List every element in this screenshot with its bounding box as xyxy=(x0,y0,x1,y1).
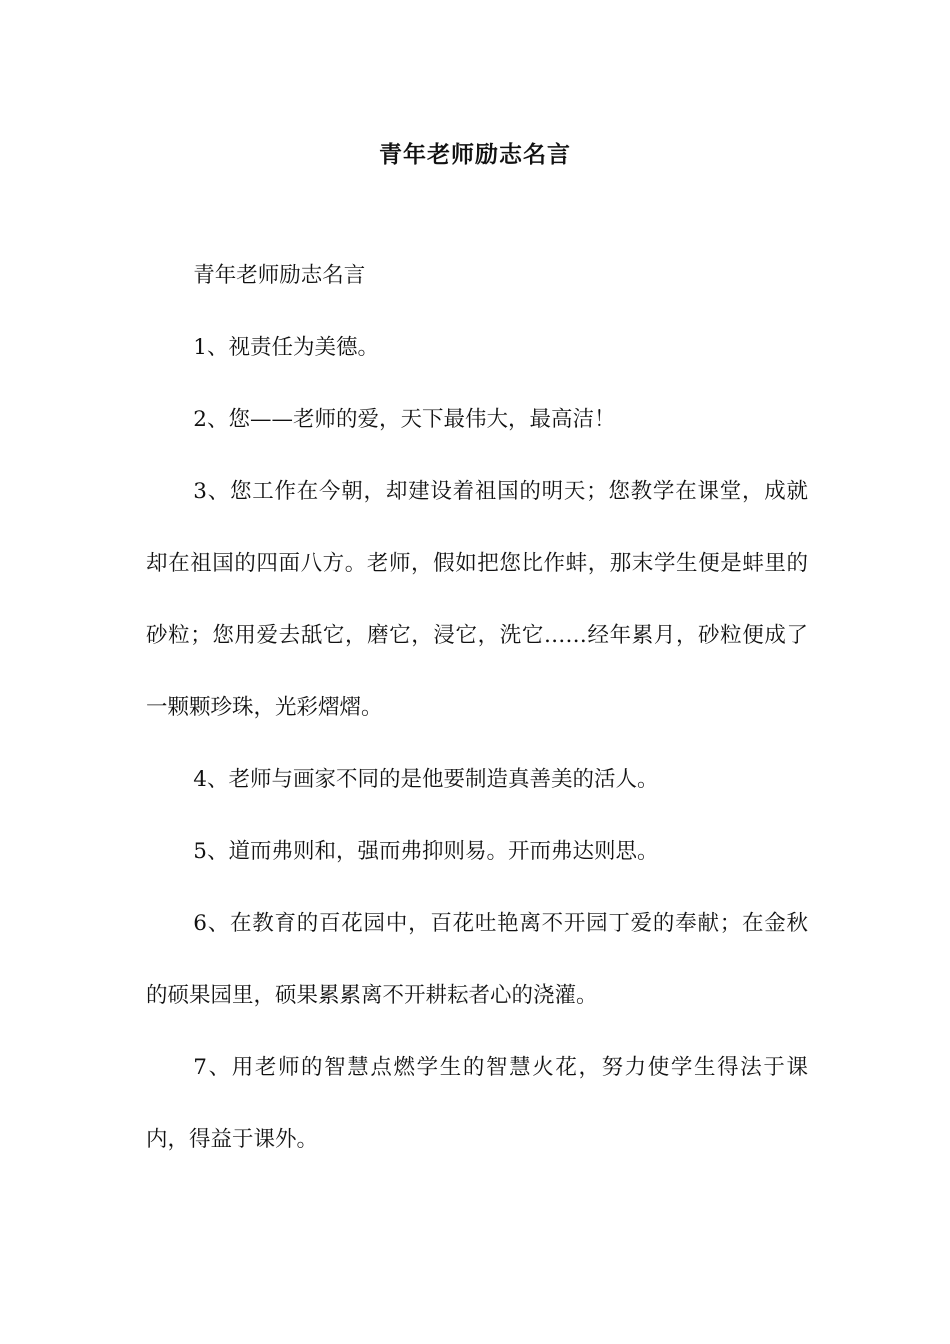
paragraph-quote-3: 3、您工作在今朝，却建设着祖国的明天；您教学在课堂，成就却在祖国的四面八方。老师，假如把您比作蚌，那末学生便是蚌里的砂粒；您用爱去舐它，磨它，浸它，洗它……经年累月，砂粒便成了一颗颗珍珠，光彩熠熠。 xyxy=(146,479,808,720)
paragraph-quote-1: 1、视责任为美德。 xyxy=(193,335,379,360)
paragraph-quote-6: 6、在教育的百花园中，百花吐艳离不开园丁爱的奉献；在金秋的硕果园里，硕果累累离不开耕耘者心的浇灌。 xyxy=(146,911,808,1008)
paragraph-heading: 青年老师励志名言 xyxy=(193,263,366,288)
paragraph-quote-4: 4、老师与画家不同的是他要制造真善美的活人。 xyxy=(193,767,659,792)
paragraph-quote-2: 2、您——老师的爱，天下最伟大，最高洁！ xyxy=(193,407,616,432)
document-body xyxy=(146,258,808,1194)
document-title: 青年老师励志名言 xyxy=(379,141,571,168)
paragraph-quote-7: 7、用老师的智慧点燃学生的智慧火花，努力使学生得法于课内，得益于课外。 xyxy=(146,1055,808,1152)
paragraph-quote-5: 5、道而弗则和，强而弗抑则易。开而弗达则思。 xyxy=(193,839,659,864)
